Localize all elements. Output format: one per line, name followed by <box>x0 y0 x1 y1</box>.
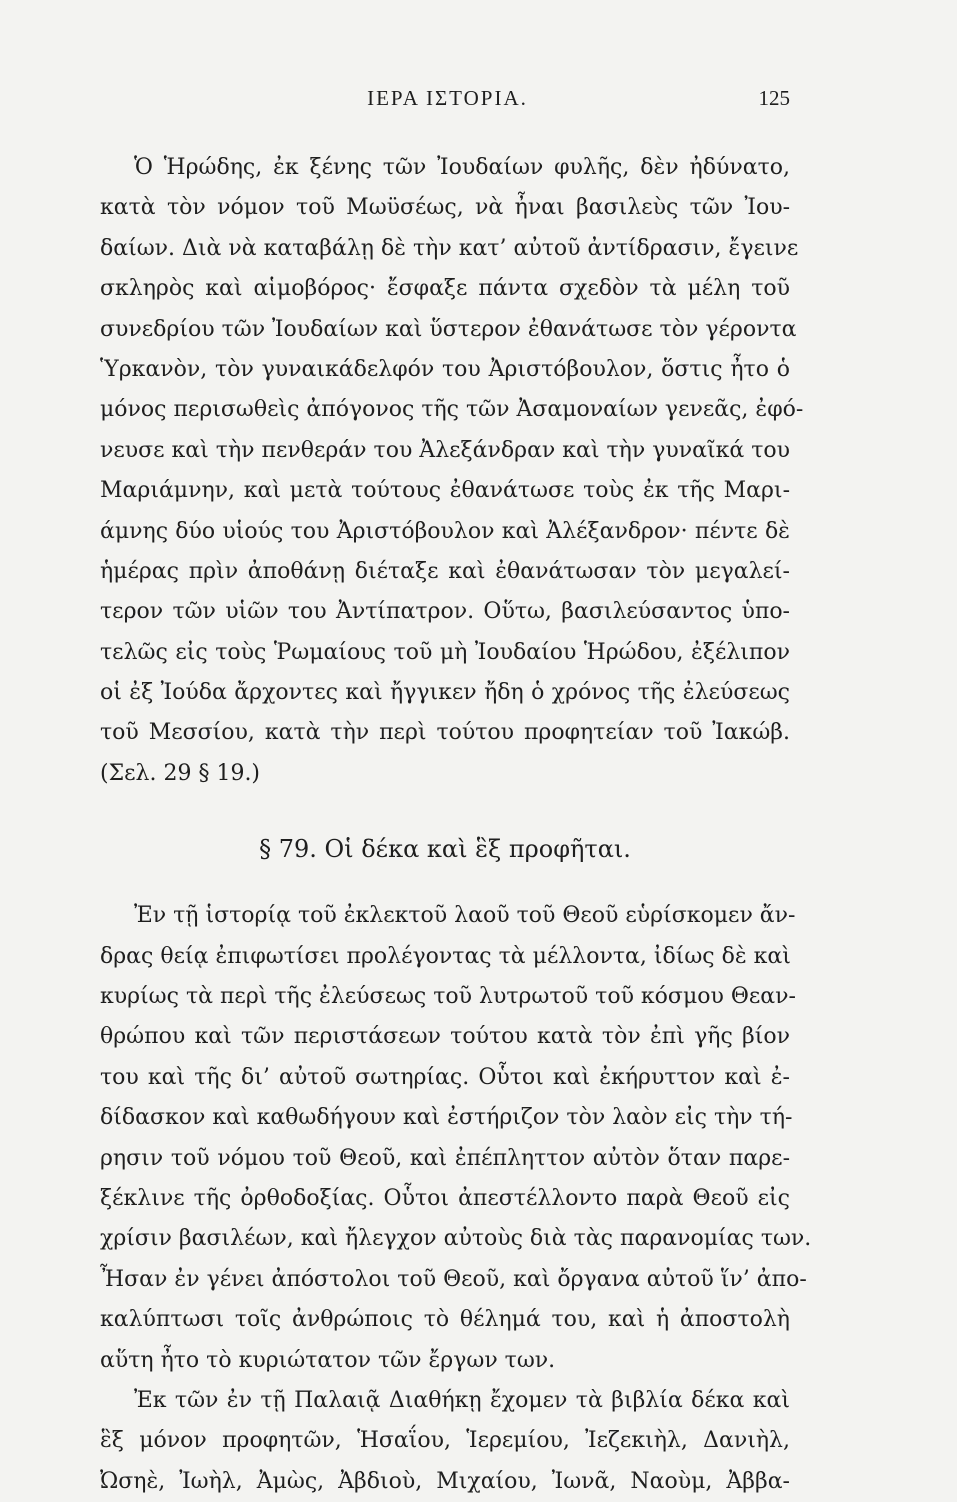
text-line: δαίων. Διὰ νὰ καταβάλῃ δὲ τὴν κατ’ αὐτοῦ ἀντίδρασιν, ἔγεινε <box>100 235 799 261</box>
paragraph-books <box>100 1381 790 1502</box>
text-line: Ὁ Ἡρώδης, ἐκ ξένης τῶν Ἰουδαίων φυλῆς, δὲν ἠδύνατο, <box>134 155 790 180</box>
text-line: νευσε καὶ τὴν πενθεράν του Ἀλεξάνδραν καὶ τὴν γυναῖκά του <box>100 437 791 463</box>
text-line: κατὰ τὸν νόμον τοῦ Μωϋσέως, νὰ ἦναι βασιλεὺς τῶν Ἰου- <box>100 195 790 221</box>
text-line: Μαριάμνην, καὶ μετὰ τούτους ἐθανάτωσε τοὺς ἐκ τῆς Μαρι- <box>100 478 790 504</box>
text-line: αὕτη ἦτο τὸ κυριώτατον τῶν ἔργων των. <box>100 1347 556 1373</box>
text-line: οἱ ἐξ Ἰούδα ἄρχοντες καὶ ἤγγικεν ἤδη ὁ χρόνος τῆς ἐλεύσεως <box>100 680 790 706</box>
text-line: σκληρὸς καὶ αἱμοβόρος· ἔσφαξε πάντα σχεδὸν τὰ μέλη τοῦ <box>100 276 790 302</box>
text-line: τοῦ Μεσσίου, κατὰ τὴν περὶ τούτου προφητείαν τοῦ Ἰακώβ. <box>100 720 790 746</box>
page-header <box>105 86 790 126</box>
text-line: ξέκλινε τῆς ὀρθοδοξίας. Οὗτοι ἀπεστέλλοντο παρὰ Θεοῦ εἰς <box>100 1185 790 1211</box>
text-line: χρίσιν βασιλέων, καὶ ἤλεγχον αὐτοὺς διὰ τὰς παρανομίας των. <box>100 1226 812 1252</box>
text-line: Ὑρκανὸν, τὸν γυναικάδελφόν του Ἀριστόβουλον, ὅστις ἦτο ὁ <box>100 356 790 382</box>
paragraph-prophets <box>100 896 812 1381</box>
text-line: θρώπου καὶ τῶν περιστάσεων τούτου κατὰ τὸν ἐπὶ γῆς βίον <box>100 1024 790 1050</box>
text-line: Ἦσαν ἐν γένει ἀπόστολοι τοῦ Θεοῦ, καὶ ὄργανα αὐτοῦ ἵν’ ἀπο- <box>100 1266 807 1292</box>
text-line: Ἐν τῇ ἱστορίᾳ τοῦ ἐκλεκτοῦ λαοῦ τοῦ Θεοῦ εὑρίσκομεν ἄν- <box>134 903 796 929</box>
text-line: ρησιν τοῦ νόμου τοῦ Θεοῦ, καὶ ἐπέπληττον αὐτὸν ὅταν παρε- <box>100 1145 790 1171</box>
text-line: μόνος περισωθεὶς ἀπόγονος τῆς τῶν Ἀσαμοναίων γενεᾶς, ἐφό- <box>100 397 804 423</box>
text-line: Ὠσηὲ, Ἰωὴλ, Ἀμὼς, Ἀβδιοὺ, Μιχαίου, Ἰωνᾶ, Ναοὺμ, Ἀββα- <box>100 1468 790 1494</box>
text-line: ἓξ μόνον προφητῶν, Ἡσαΐου, Ἱερεμίου, Ἰεζεκιὴλ, Δανιὴλ, <box>100 1428 790 1454</box>
text-line: κυρίως τὰ περὶ τῆς ἐλεύσεως τοῦ λυτρωτοῦ τοῦ κόσμου Θεαν- <box>100 984 796 1010</box>
text-line: άμνης δύο υἱούς του Ἀριστόβουλον καὶ Ἀλέξανδρον· πέντε δὲ <box>100 518 790 544</box>
text-line: ἡμέρας πρὶν ἀποθάνῃ διέταξε καὶ ἐθανάτωσαν τὸν μεγαλεί- <box>100 558 790 584</box>
text-line: (Σελ. 29 § 19.) <box>100 760 261 786</box>
text-line: Ἐκ τῶν ἐν τῇ Παλαιᾷ Διαθήκῃ ἔχομεν τὰ βιβλία δέκα καὶ <box>134 1387 790 1413</box>
section-heading: § 79. Οἱ δέκα καὶ ἓξ προφῆται. <box>259 835 631 864</box>
text-line: δρας θείᾳ ἐπιφωτίσει προλέγοντας τὰ μέλλοντα, ἰδίως δὲ καὶ <box>100 943 791 969</box>
text-line: του καὶ τῆς δι’ αὐτοῦ σωτηρίας. Οὗτοι καὶ ἐκήρυττον καὶ ἐ- <box>100 1064 790 1090</box>
text-line: τερον τῶν υἱῶν του Ἀντίπατρον. Οὕτω, βασιλεύσαντος ὑπο- <box>100 599 790 625</box>
running-title: ΙΕΡΑ ΙΣΤΟΡΙΑ. <box>367 86 528 110</box>
text-line: καλύπτωσι τοῖς ἀνθρώποις τὸ θέλημά του, καὶ ἡ ἀποστολὴ <box>100 1307 790 1333</box>
text-line: τελῶς εἰς τοὺς Ῥωμαίους τοῦ μὴ Ἰουδαίου Ἡρώδου, ἐξέλιπον <box>100 639 790 665</box>
page-number: 125 <box>758 86 790 110</box>
text-line: δίδασκον καὶ καθωδήγουν καὶ ἐστήριζον τὸν λαὸν εἰς τὴν τή- <box>100 1105 793 1131</box>
paragraph-herod <box>100 148 804 794</box>
text-line: συνεδρίου τῶν Ἰουδαίων καὶ ὕστερον ἐθανάτωσε τὸν γέροντα <box>100 316 797 342</box>
page-body <box>100 148 812 1502</box>
